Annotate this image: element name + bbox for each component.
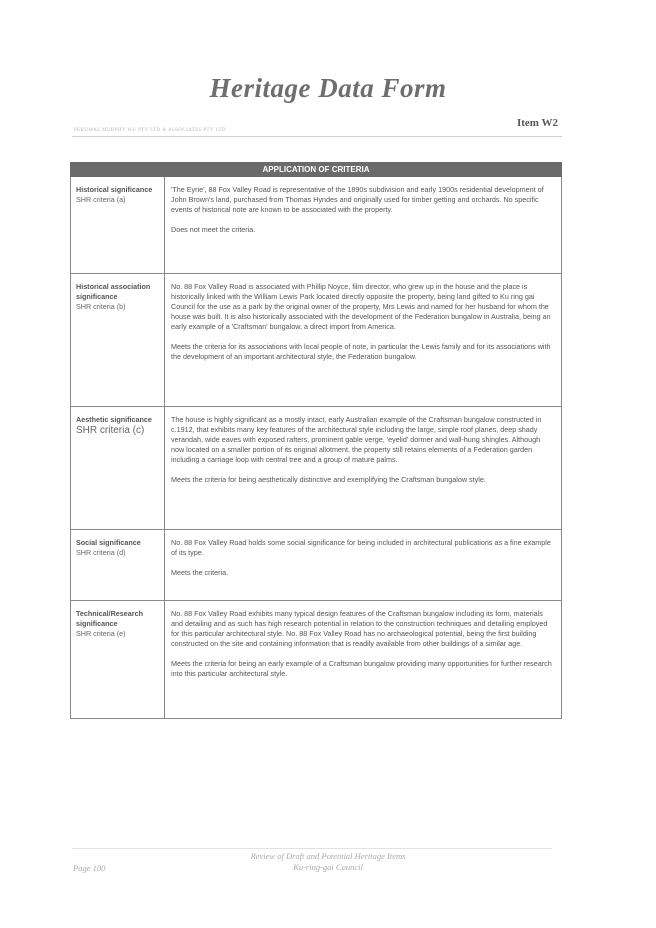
criteria-title: Social significance (76, 538, 141, 547)
criteria-verdict: Meets the criteria. (171, 568, 229, 577)
criteria-verdict: Meets the criteria for being an early example of a Craftsman bungalow providing many opportunities for further research into this particular architectural style. (171, 659, 552, 678)
table-heading-row (71, 163, 562, 177)
criteria-description: No. 88 Fox Valley Road holds some social significance for being included in architectural publications as a fine example of its type. (171, 538, 551, 557)
footer-council: Ku-ring-gai Council (293, 862, 363, 872)
criteria-title: Technical/Research significance (76, 609, 143, 628)
firm-name: PERUMAL MURPHY WU PTY LTD & ASSOCIATES PTY LTD (74, 128, 226, 133)
criteria-shr: SHR criteria (a) (76, 195, 126, 204)
criteria-text (165, 530, 562, 601)
criteria-title: Historical association significance (76, 282, 151, 301)
criteria-label (71, 274, 165, 407)
criteria-table (70, 162, 562, 719)
criteria-row-aesthetic (71, 407, 562, 530)
criteria-description: No. 88 Fox Valley Road exhibits many typical design features of the Craftsman bungalow including its form, materials and detailing and as such has high research potential in relation to the construction techniques and detailing employed for this particular architectural style. No. 88 Fox Valley Road has no archaeological potential, being the first building constructed on the site and containing information that is readily available from other buildings of a similar age. (171, 609, 548, 648)
item-number: Item W2 (516, 117, 558, 129)
page-number: Page 100 (73, 863, 106, 873)
criteria-shr: SHR criteria (b) (76, 302, 126, 311)
criteria-description: No. 88 Fox Valley Road is associated with Phillip Noyce, film director, who grew up in the house and the place is historically linked with the William Lewis Park located directly opposite the property, being land gifted to Ku ring gai Council for the use as a park by the original owner of the property, Mrs Lewis and named for her husband for whom the house was built. It is also historically associated with the development of the Federation bungalow in Australia, being an early example of a 'Craftsman' bungalow, a direct import from America. (171, 282, 551, 331)
criteria-row-historical (71, 177, 562, 274)
criteria-row-social (71, 530, 562, 601)
criteria-shr: SHR criteria (d) (76, 548, 126, 557)
criteria-label (71, 407, 165, 530)
table-heading: APPLICATION OF CRITERIA (71, 163, 562, 177)
criteria-description: 'The Eyrie', 88 Fox Valley Road is representative of the 1890s subdivision and early 1900s residential development of John Brown's land, purchased from Thomas Hyndes and originally used for timber getting and orchards. No specific events of historical note are known to be associated with the property. (171, 185, 544, 214)
criteria-text (165, 601, 562, 719)
criteria-shr: SHR criteria (c) (76, 425, 145, 436)
header-divider (72, 136, 562, 137)
criteria-description: The house is highly significant as a mostly intact, early Australian example of the Craftsman bungalow constructed in c.1912, that exhibits many key features of the architectural style including the large, simple roof planes, deep shady verandah, wide eaves with exposed rafters, prominent gable verge, 'eyelid' dormer and wall-hung shingles. Although now located on a smaller portion of its original allotment, the property still retains elements of a Federation garden including a carriage loop with central tree and a group of mature palms. (171, 415, 542, 464)
criteria-shr: SHR criteria (e) (76, 629, 126, 638)
criteria-title: Historical significance (76, 185, 153, 194)
criteria-verdict: Meets the criteria for being aesthetically distinctive and exemplifying the Craftsman bungalow style. (171, 475, 486, 484)
criteria-verdict: Meets the criteria for its associations with local people of note, in particular the Lewis family and for its associations with the development of an important architectural style, the Federation bungalow. (171, 342, 551, 361)
page-title: Heritage Data Form (209, 73, 447, 103)
criteria-row-association (71, 274, 562, 407)
criteria-text (165, 177, 562, 274)
footer-report-title: Review of Draft and Potential Heritage Items (250, 851, 406, 861)
criteria-text (165, 274, 562, 407)
criteria-row-technical (71, 601, 562, 719)
criteria-title: Aesthetic significance (76, 415, 152, 424)
criteria-label (71, 530, 165, 601)
criteria-verdict: Does not meet the criteria. (171, 225, 256, 234)
criteria-label (71, 601, 165, 719)
criteria-label (71, 177, 165, 274)
footer-divider (72, 848, 552, 849)
criteria-text (165, 407, 562, 530)
